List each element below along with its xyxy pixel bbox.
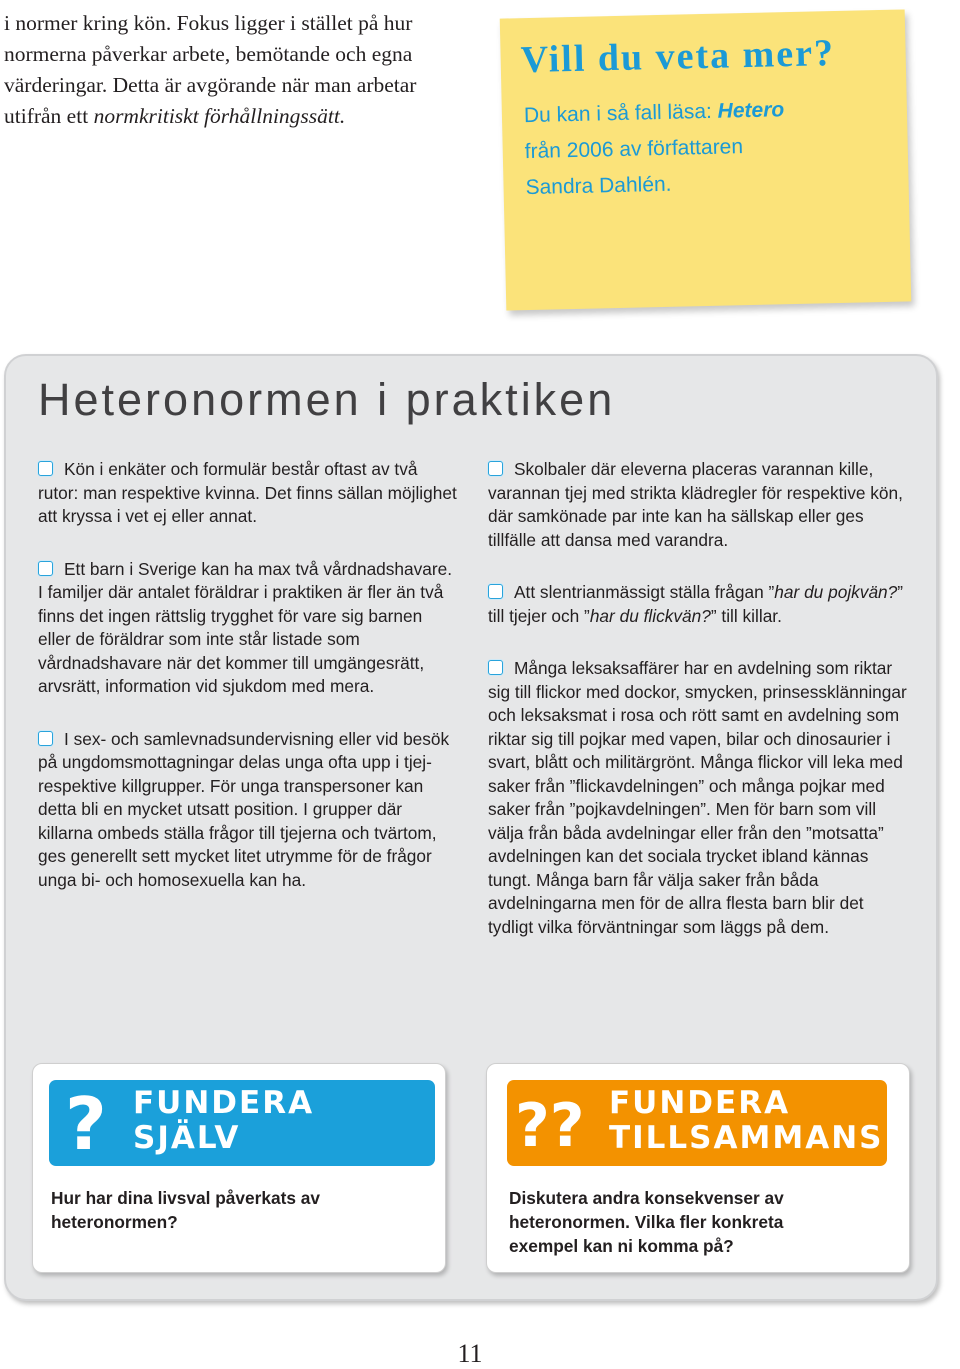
list-item xyxy=(488,581,908,628)
sticky-line: från 2006 av författaren xyxy=(524,135,744,164)
sticky-note xyxy=(500,9,912,310)
list-item-text: Skolbaler där eleverna placeras varannan kille, varannan tjej med strikta klädregler för respektive kön, där samkönade par inte kan ha sällskap eller ges tillfälle att dansa med varandra. xyxy=(488,459,903,550)
left-column xyxy=(38,458,458,921)
intro-line-prefix: utifrån ett xyxy=(4,104,94,128)
intro-line xyxy=(4,101,474,132)
right-column xyxy=(488,458,908,968)
list-item xyxy=(488,458,908,552)
list-item-text: Många leksaksaffärer har en avdelning som riktar sig till flickor med dockor, smycken, prinsessklänningar och leksaksmat i rosa och rött samt en avdelning som riktar sig till pojkar med vapen, bilar och dinosaurier i svart, blått och militärgrönt. Många flickor vill leka med saker från ”flickavdelningen” och många pojkar med saker från ”pojkavdelningen”. Men för barn som vill välja från båda avdelningar eller från den ”motsatta” avdelningen kan det sociala trycket ibland kännas tungt. Många barn får välja saker från båda avdelningarna men för de allra flesta barn blir det tydligt vilka förväntningar som läggs på dem. xyxy=(488,658,907,937)
checkbox-icon xyxy=(38,561,53,576)
think-yourself-card xyxy=(32,1063,446,1273)
checkbox-icon xyxy=(38,461,53,476)
list-item xyxy=(38,458,458,529)
checkbox-icon xyxy=(488,660,503,675)
card-header xyxy=(507,1080,887,1166)
list-item-text: I sex- och samlevnadsundervisning eller vid besök på ungdomsmottagningar delas unga ofta upp i tjej- respektive killgrupper. För unga transpersoner kan detta bli en mycket utsatt position. I grupper där killarna ombeds ställa frågor till tjejerna och tvärtom, ges generellt sett mycket litet utrymme för de frågor unga bi- och homosexuella kan ha. xyxy=(38,728,450,890)
list-item xyxy=(38,728,458,893)
card-question: Hur har dina livsval påverkats av heteronormen? xyxy=(51,1188,320,1232)
list-item-suffix: ” till killar. xyxy=(710,605,782,626)
quote-girlfriend: har du flickvän? xyxy=(589,605,711,626)
intro-line: värderingar. Detta är avgörande när man arbetar xyxy=(4,73,417,97)
intro-text xyxy=(4,8,474,132)
intro-line: i normer kring kön. Fokus ligger i stället på hur xyxy=(4,11,413,35)
sticky-line: Sandra Dahlén. xyxy=(525,172,672,200)
sticky-line1-prefix: Du kan i så fall läsa: xyxy=(523,99,718,128)
checkbox-icon xyxy=(38,731,53,746)
card-heading-line: SJÄLV xyxy=(133,1120,241,1156)
book-title: Hetero xyxy=(717,98,785,123)
sticky-body xyxy=(524,91,846,206)
list-item-text: Kön i enkäter och formulär består oftast av två rutor: man respektive kvinna. Det finns sällan möjlighet att kryssa i vet ej eller annat. xyxy=(38,459,457,526)
question-mark-icon: ? xyxy=(65,1082,107,1166)
checkbox-icon xyxy=(488,584,503,599)
list-item xyxy=(38,558,458,699)
card-heading-line: TILLSAMMANS xyxy=(609,1120,884,1156)
card-heading xyxy=(133,1086,314,1156)
list-item-text: Ett barn i Sverige kan ha max två vårdnadshavare. I familjer där antalet föräldrar i praktiken är fler än två finns det ingen rättslig trygghet för vare sig barnen eller de föräldrar som inte står listade som vårdnadshavare när det kommer till umgängesrätt, arvsrätt, information vid sjukdom med mera. xyxy=(38,558,453,696)
double-question-mark-icon: ?? xyxy=(515,1091,585,1161)
card-heading-line: FUNDERA xyxy=(609,1085,791,1121)
card-question: Diskutera andra konsekvenser av heteronormen. Vilka fler konkreta exempel kan ni komma på? xyxy=(509,1188,784,1256)
card-heading xyxy=(609,1086,883,1156)
card-header xyxy=(49,1080,435,1166)
list-item xyxy=(488,657,908,939)
panel-title: Heteronormen i praktiken xyxy=(38,374,616,425)
list-item-mid: ” till tjejer och ” xyxy=(488,582,904,626)
list-item-prefix: Att slentrianmässigt ställa frågan ” xyxy=(514,582,775,602)
quote-boyfriend: har du pojkvän? xyxy=(774,582,898,602)
intro-line-italic: normkritiskt förhållningssätt. xyxy=(93,104,346,128)
sticky-title: Vill du veta mer? xyxy=(520,32,836,82)
card-heading-line: FUNDERA xyxy=(133,1085,315,1121)
intro-line: normerna påverkar arbete, bemötande och egna xyxy=(4,42,413,66)
think-together-card xyxy=(486,1063,910,1273)
page-number: 11 xyxy=(457,1339,483,1368)
checkbox-icon xyxy=(488,461,503,476)
